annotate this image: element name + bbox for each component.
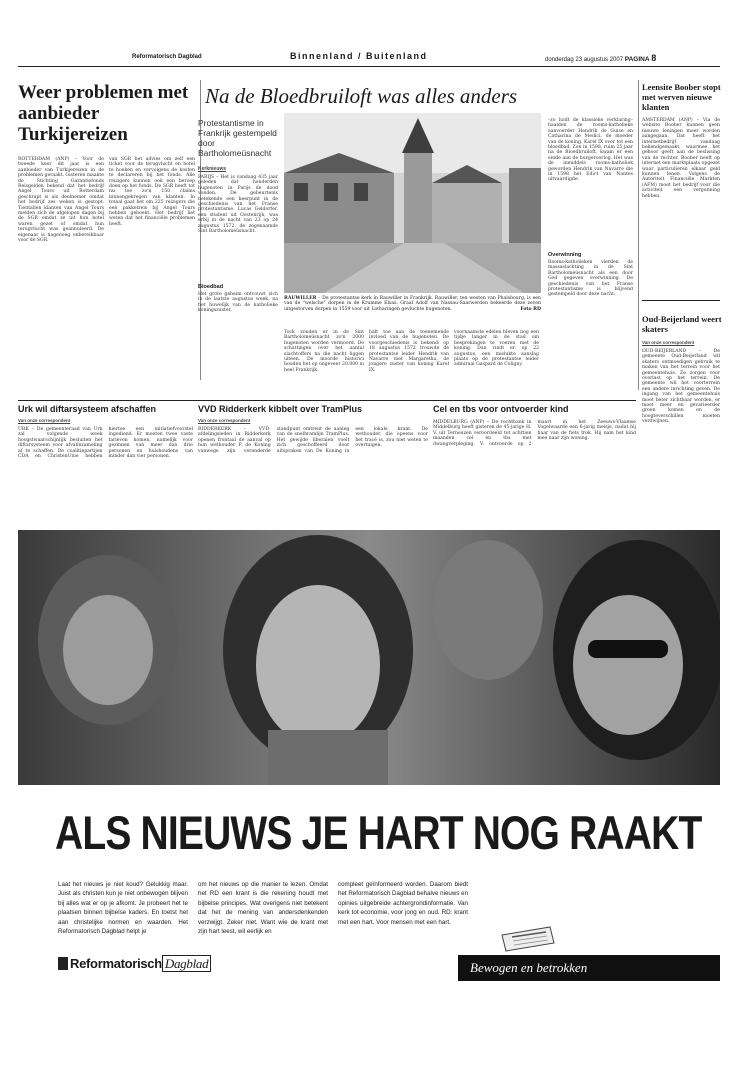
side-divider: [642, 300, 720, 301]
church-illustration: [284, 113, 541, 293]
side2-body: OUD-BEIJERLAND – De gemeente Oud-Beijerland wil skaters ontmoedigen gebruik te maken van het terrein voor het gemeentehuis. Ze zorgen voor overlast op het terrein. De gemeente wil het voorterrein een andere inrichting geven. De ingang van het gemeentehuis moet beter zichtbaar worden, er moet meer en gevarieerder groen komen en de hoogteverschillen moeten verdwijnen.: [642, 349, 720, 425]
ad-col3: compleet geïnformeerd worden. Daarom biedt het Reformatorisch Dagblad behalve nieuws en opinies uitgebreide achtergrondinformatie. Van kerk tot economie, voor jong en oud. RD: krant met een hart. Voor mensen met een hart.: [338, 881, 469, 926]
tagline-text: Bewogen en betrokken: [470, 960, 588, 975]
logo-part1: Reformatorisch: [70, 956, 162, 971]
art1-col1: ROTTERDAM (ANP) – Voor de tweede keer dit jaar is een aanbieder van Turkijereizen in de problemen geraakt. Gisteren maakte de Stichting Garantiefonds Reisgelden bekend dat het bedrijf Angel Tours uit Rotterdam geschrapt is als deelnemer omdat het bedrijf zes weken is gestopt. Tientallen klanten van Angel Tours melden zich de afgelopen dagen bij de SGR omdat ze uit hun hotel waren gezet of omdat hun terugvlucht was geannuleerd. De eigenaar is nagenoeg onbereikbaar voor de SGR.: [18, 157, 104, 244]
side2-byline: Van onze correspondent: [642, 340, 695, 345]
date-text: donderdag 23 augustus 2007: [545, 57, 624, 63]
right-column-divider: [638, 80, 639, 390]
side1-body: AMSTERDAM (ANP) – Via de website Boober kunnen geen nieuwe leningen meer worden aangegaan. Dat heeft het internetbedrijf vandaag bekendgemaakt, waarmee het gehoor geeft aan de beslissing van de rechter. Boober heeft op internet een marktplaats opgezet waar particulieren elkaar geld kunnen lenen. Volgens de Autoriteit Financiële Markten (AFM) moet het bedrijf voor die activiteit een vergunning hebben.: [642, 118, 720, 199]
row2-1-byline: Van onze correspondent: [198, 418, 251, 423]
side1-headline: Leensite Boober stopt met werven nieuwe klanten: [642, 82, 721, 112]
logo-shield-icon: [58, 957, 68, 970]
ad-photo-illustration: [18, 530, 720, 785]
ad-col2: om het nieuws op die manier te lezen. Omdat het RD een krant is die rekening houdt met bijbelse principes. Wat overigens niet betekent dat het de mening van andersdenkenden verzwijgt. Zeker niet. Want wie de krant met zijn hart leest, wil eerlijk en: [198, 881, 328, 936]
art1-col2: van SGR het advies om zelf een ticket voor de terugvlucht en hotel te boeken en vervolgens de kosten te declareren bij het fonds. Alle reizigers kunnen ook een beroep doen op het fonds. De SGR heeft tot nu toe zo'n 150 claims binnengekregen van klanten. In totaal gaat het om 225 reizigers die een pakketreis bij Angel Tours hebben geboekt. Het bedrijf liet weten dat het financiële problemen heeft.: [109, 157, 195, 227]
row2-rule: [18, 400, 636, 401]
art2-right-col: –zo luidt de klassieke verklaring– haalden de rooms-katholieke aanvoerder Hendrik de Guise en Catharina de Medici, de moeder van de koning, Karel IX over tot een bloedbad. Zon in 1598, ruim 25 jaar na de Bloedbruiloft, kwam er een einde aan de burgeroorlog. Het was de inmiddels rooms-katholiek geworden Hendrik van Navarre die in 1598 het Edict van Nantes uitvaardigde.: [548, 118, 633, 183]
art2-headline: Na de Bloedbruiloft was alles anders: [205, 84, 518, 108]
row2-1-body: RIDDERKERK – VVD-afdelingsleden in Ridderkerk openen frontaal de aanval op hun wethouder P. de Koning vanwege zijn veranderde standpunt omtrent de aanleg van de snelhramlijn TramPlus. Het gewijde liberalen voelt zich geschoffeerd door uitspraken van De Koning in een lokale krant. De wethouder, die opeens voor het tracé is, zou niet weten te overtuigen.: [198, 427, 428, 454]
ad-col1: Laat het nieuws je niet koud? Gelukkig maar. Juist als christen kun je niet onbewogen blijven bij alles wat er op je afkomt. Je probeert het te plaatsen binnen bijbelse kaders. En toetst het aan christelijke normen en waarden. Het Reformatorisch Dagblad helpt je: [58, 881, 188, 936]
caption-text: – De protestantse kerk in Rauwiller in Frankrijk. Rauwiller, ten westen van Phalsbourg, is een van de "welsche" dorpen in de Krumme Elsas. Graaf Adolf van Nassau-Saarwerden bekeerde deze zeven uitgestorven dorpen in 1559 voor uit Lotharingen gevluchte hugenoten.: [284, 296, 541, 312]
header-rule: [18, 66, 720, 67]
art2-col3: halt toe aan de toenemende invloed van de hugenoten. De voorgeschiedenis is bekend: op 18 augustus 1572 trouwde de protestantse leider Hendrik van Navarre met Margaretha, de jongere zuster van koning Karel IX.: [369, 330, 449, 373]
art1-headline: Weer problemen met aanbieder Turkijereizen: [18, 82, 189, 145]
row2-0-headline: Urk wil diftarsysteem afschaffen: [18, 404, 157, 414]
row2-0-byline: Van onze correspondent: [18, 418, 71, 423]
rd-logo: [58, 956, 211, 972]
newspaper-icon: [500, 925, 555, 957]
logo-part2: Dagblad: [162, 955, 211, 972]
art2-col1: PARIJS – Het is vandaag 435 jaar geleden dat honderden hugenoten in Parijs de dood vonden. De gebeurtenis betekende een keerpunt in de geschiedenis van het Franse protestantisme. Lucas Geldorfer, een student uit Oostenrijk, was erbij in de nacht van 23 op 24 augustus 1572, de zogenaamde Sint Bartholomeüsnacht.: [198, 175, 278, 235]
masthead-paper-name: Reformatorisch Dagblad: [132, 54, 202, 60]
art2-right-col-cont: Rooms-katholieken vierden de massaslachting in de Sint Bartholomeüsnacht als een door God gegeven overwinning. De geschiedenis van het Franse protestantisme is blijvend gestempeld door deze nacht.: [548, 260, 633, 298]
art2-col2: Tock zonden er in de Sint Bartholomeüsnacht zo'n 2000 hugenoten worden vermoord. De schattingen over het aantal slachtoffers na die nacht liggen uiteen. De moorde historici houden het op ongeveer 20.000 in heel Frankrijk.: [284, 330, 364, 373]
caption-credit: Foto RD: [520, 306, 541, 312]
art2-byline: Kerknieuws: [198, 166, 227, 172]
tagline-bar: [458, 955, 720, 981]
art2-subhead: Protestantisme in Frankrijk gestempeld door Bartholomeüsnacht: [198, 118, 277, 158]
art2-subhead-overwinning: Overwinning: [548, 252, 582, 258]
church-photo: [284, 113, 541, 293]
caption-lead: RAUWILLER: [284, 296, 317, 301]
row2-1-headline: VVD Ridderkerk kibbelt over TramPlus: [198, 404, 363, 414]
ad-photo: [18, 530, 720, 785]
page-date: [545, 53, 656, 63]
art2-subhead-bloedbad: Bloedbad: [198, 284, 224, 290]
section-title: Binnenland / Buitenland: [290, 51, 428, 61]
row2-0-body: URK – De gemeenteraad van Urk zal volgende week hoogstwaarschijnlijk besluiten het diftarsysteem voor afvalinzameling af te schaffen. De coalitiepartijen CDA en ChristenUnie hebben hiertoe een initiatiefvoorstel ingediend. Er moeten twee vaste tarieven komen, namelijk voor gezinnen van meer dan drie personen en huishoudens van minder dan vier personen.: [18, 427, 193, 460]
row2-2-headline: Cel en tbs voor ontvoerder kind: [433, 404, 569, 414]
row2-2-body: MIDDELBURG (ANP) – De rechtbank in Middelburg heeft gisteren de 45-jarige H. V. uit Terneuzen veroordeeld tot achttien maanden cel en tbs met dwangverpleging. V. ontvoerde op 2 maart in het Zeeuws-Vlaamse Vogelwaarde een 6-jarig meisje, nadat hij haar van de fiets trok. Hij nam het kind mee naar zijn woning.: [433, 420, 636, 447]
page-label: PAGINA: [624, 56, 650, 63]
art2-col4: voornaamste edelen bleven nog een tijdje langer in de stad om besprekingen te voeren met de koning. Dan vindt er, op 22 augustus, een mislukte aanslag plaats op de protestantse leider admiraal Gaspard de Coligny.: [454, 330, 539, 368]
page-number: 8: [651, 53, 657, 63]
side2-headline: Oud-Beijerland weert skaters: [642, 314, 722, 334]
ad-slogan: ALS NIEUWS JE HART NOG RAAKT: [55, 806, 702, 859]
photo-caption: [284, 296, 541, 324]
art2-col1-cont: Het grote geheim ontvouwt zich in de laatste augustus week, na het huwelijk van de katholieke koningszuster.: [198, 292, 278, 314]
